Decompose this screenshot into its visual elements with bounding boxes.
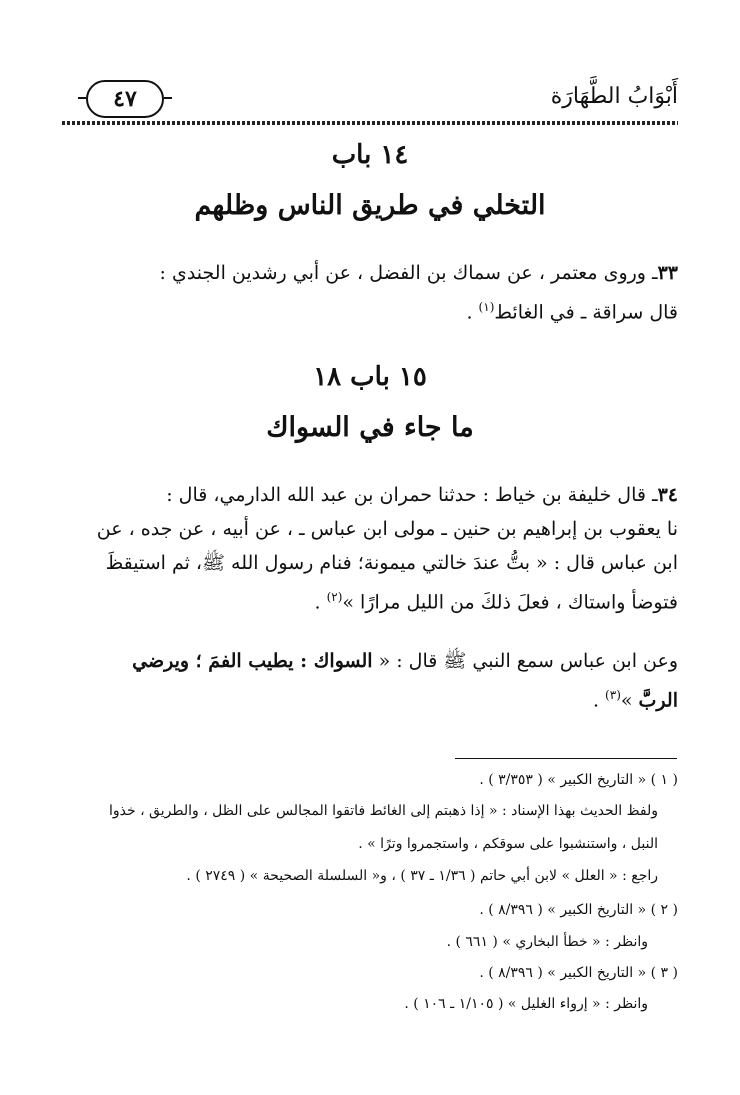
hadith-34-line-3: ابن عباس قال : « بتُّ عندَ خالتي ميمونة؛ فنام رسول الله ﷺ، ثم استيقظَ [105,552,678,574]
hadith-34-line-4: فتوضأ واستاك ، فعلَ ذلكَ من الليل مرارًا »$^{(٢)}$ . [314,590,678,614]
footnote-1-text-cont: النبل ، واستنشبوا على سوقكم ، واستجمروا وترًا » . [358,836,658,852]
footnote-1-text: ولفظ الحديث بهذا الإسناد : « إذا ذهبتم إلى الغائط فاتقوا المجالس على الظل ، والطريق ، خذوا [108,803,658,819]
hadith-34b-line-2: الربَّ »$^{(٣)}$ . [592,688,678,712]
hadith-33-line-1: ٣٣ـ وروى معتمر ، عن سماك بن الفضل ، عن أبي رشدين الجندي : [159,262,678,284]
page-number: ٤٧ [113,86,137,112]
page-number-badge [86,80,164,118]
chapter-14-number: ١٤ باب [331,140,409,170]
chapter-15-number: ١٥ باب ١٨ [313,362,427,392]
footnote-2: ( ٢ ) « التاريخ الكبير » ( ٨/٣٩٦ ) . [479,902,678,918]
hadith-34-second-narration [62,644,678,717]
hadith-33-line-2: قال سراقة ـ في الغائط$^{(١)}$ . [466,300,678,324]
hadith-33-number: ٣٣ [657,262,678,284]
hadith-34-number: ٣٤ [657,484,678,506]
running-header-title: أَبْوَابُ الطَّهَارَة [550,84,678,109]
footnotes-divider [455,758,677,759]
footnote-1-reference: راجع : « العلل » لابن أبي حاتم ( ١/٣٦ ـ ٣٧ ) ، و« السلسلة الصحيحة » ( ٢٧٤٩ ) . [186,868,658,884]
hadith-33 [62,256,678,329]
hadith-34-line-2: نا يعقوب بن إبراهيم بن حنين ـ مولى ابن عباس ـ ، عن أبيه ، عن جده ، عن [96,518,678,540]
footnote-ref-2[interactable]: (٢) [326,590,343,604]
hadith-34b-line-1: وعن ابن عباس سمع النبي ﷺ قال : « السواك : يطيب الفمَ ؛ ويرضي [132,650,678,672]
footnote-1: ( ١ ) « التاريخ الكبير » ( ٣/٣٥٣ ) . [479,772,678,788]
chapter-14-title: التخلي في طريق الناس وظلهم [194,190,546,221]
footnote-ref-3[interactable]: (٣) [605,688,621,702]
footnote-3-reference: وانظر : « إرواء الغليل » ( ١/١٠٥ ـ ١٠٦ ) . [404,996,648,1012]
hadith-34 [62,478,678,619]
footnote-2-reference: وانظر : « خطأ البخاري » ( ٦٦١ ) . [446,934,648,950]
footnote-ref-1[interactable]: (١) [478,300,495,314]
header-divider [62,121,678,125]
hadith-34-line-1: ٣٤ـ قال خليفة بن خياط : حدثنا حمران بن عبد الله الدارمي، قال : [166,484,678,506]
chapter-15-title: ما جاء في السواك [266,412,474,443]
footnote-3: ( ٣ ) « التاريخ الكبير » ( ٨/٣٩٦ ) . [479,965,678,981]
